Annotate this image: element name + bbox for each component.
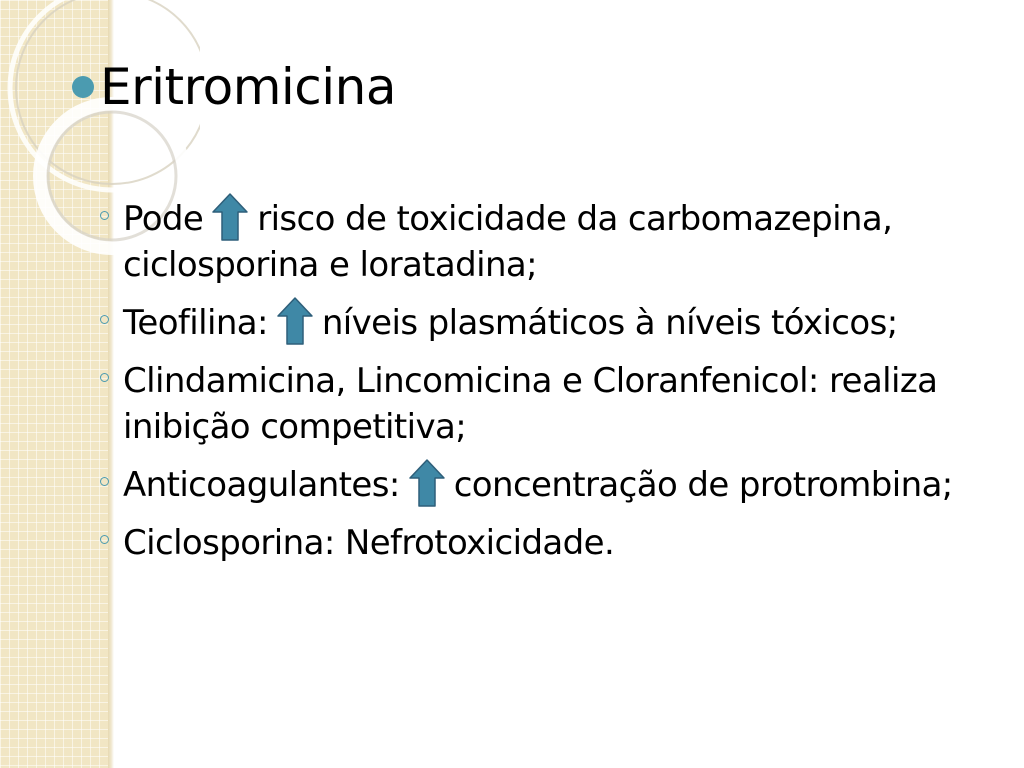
- list-item-text-after: concentração de protrombina;: [453, 465, 953, 505]
- list-item-text-before: Teofilina:: [123, 303, 268, 343]
- list-item: [100, 358, 960, 450]
- ring-bullet-icon: [100, 315, 109, 324]
- list-item: [100, 462, 960, 508]
- ring-bullet-icon: [100, 211, 109, 220]
- up-arrow-icon: [276, 296, 314, 346]
- list-item-text-before: Pode: [123, 199, 204, 239]
- ring-bullet-icon: [100, 373, 109, 382]
- up-arrow-icon: [211, 192, 249, 242]
- list-item-text: [123, 462, 953, 508]
- list-item-text-before: Anticoagulantes:: [123, 465, 400, 505]
- list-item: [100, 300, 960, 346]
- list-item-text: [123, 196, 960, 288]
- bullet-list: [100, 196, 960, 578]
- title-bullet-icon: [72, 76, 94, 98]
- list-item: [100, 196, 960, 288]
- list-item-text: [123, 300, 898, 346]
- list-item-text-before: Clindamicina, Lincomicina e Cloranfenicol: realiza inibição competitiva;: [123, 361, 938, 447]
- ring-bullet-icon: [100, 477, 109, 486]
- up-arrow-icon: [408, 458, 446, 508]
- ring-bullet-icon: [100, 535, 109, 544]
- list-item-text: [123, 358, 960, 450]
- title-row: [72, 58, 396, 116]
- list-item-text-after: níveis plasmáticos à níveis tóxicos;: [321, 303, 898, 343]
- slide-title: Eritromicina: [100, 58, 397, 116]
- list-item-text: [123, 520, 614, 566]
- list-item-text-before: Ciclosporina: Nefrotoxicidade.: [123, 523, 615, 563]
- list-item: [100, 520, 960, 566]
- list-item-text-after: risco de toxicidade da carbomazepina, ciclosporina e loratadina;: [123, 199, 893, 285]
